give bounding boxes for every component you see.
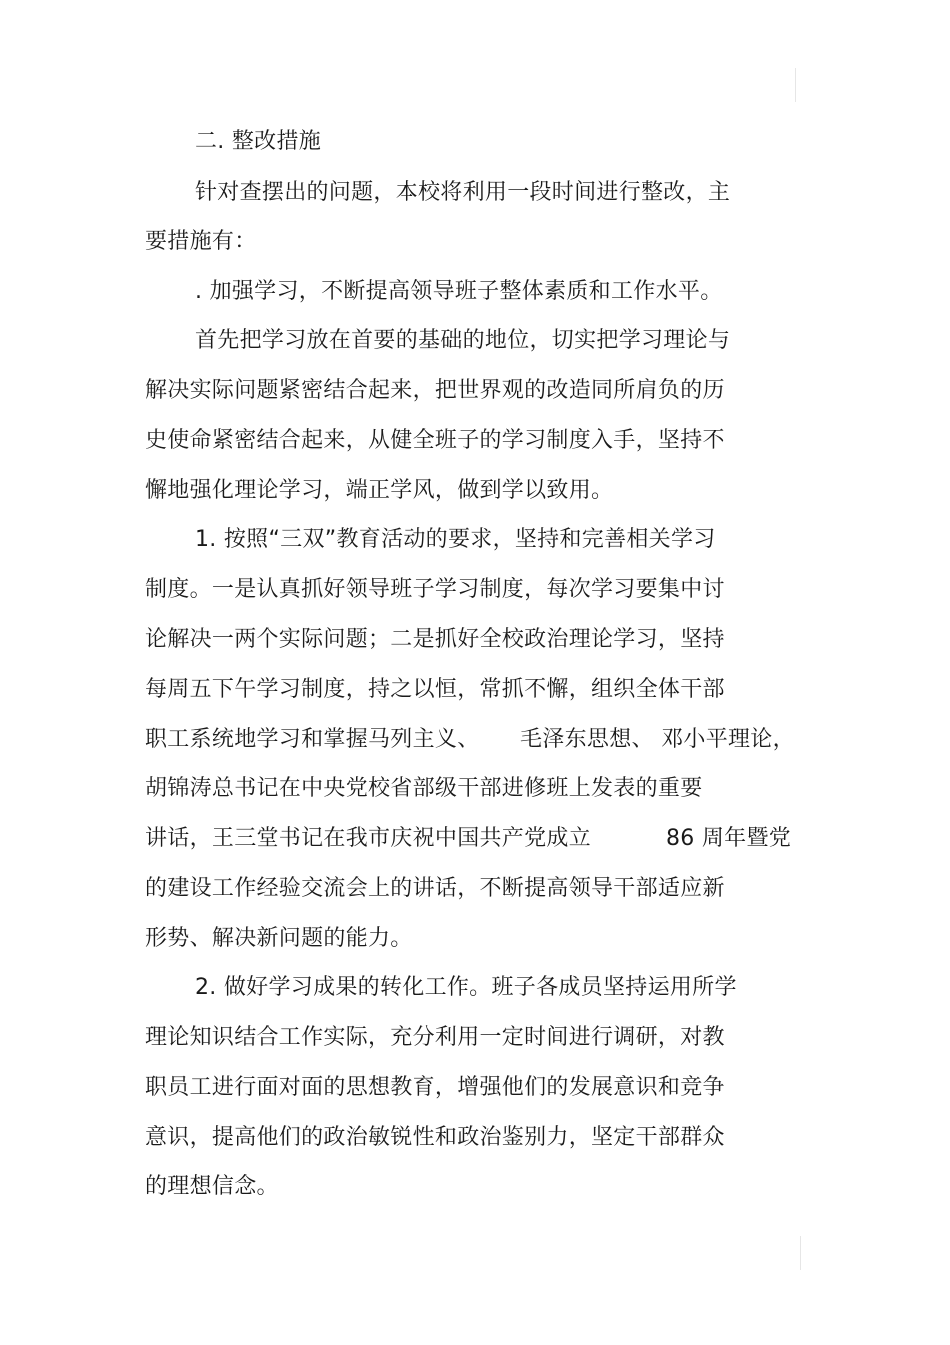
section-heading: 二. 整改措施 bbox=[195, 129, 322, 154]
paragraph-line: 的建设工作经验交流会上的讲话，不断提高领导干部适应新 bbox=[145, 876, 725, 901]
paragraph-line: 的理想信念。 bbox=[145, 1174, 279, 1199]
paragraph-line-fragment: 86 周年暨党 bbox=[666, 826, 792, 851]
paragraph-line: 职员工进行面对面的思想教育，增强他们的发展意识和竞争 bbox=[145, 1075, 725, 1100]
paragraph-line: 针对查摆出的问题，本校将利用一段时间进行整改，主 bbox=[195, 180, 731, 205]
page-edge-mark-top bbox=[795, 68, 796, 102]
paragraph-line: 要措施有： bbox=[145, 229, 257, 254]
paragraph-line: 解决实际问题紧密结合起来，把世界观的改造同所肩负的历 bbox=[145, 378, 725, 403]
paragraph-line: 2. 做好学习成果的转化工作。班子各成员坚持运用所学 bbox=[195, 975, 737, 1000]
paragraph-line: 论解决一两个实际问题；二是抓好全校政治理论学习，坚持 bbox=[145, 627, 725, 652]
paragraph-line: 懈地强化理论学习，端正学风，做到学以致用。 bbox=[145, 478, 614, 503]
paragraph-line-fragment: 毛泽东思想、 邓小平理论， bbox=[520, 727, 795, 752]
paragraph-line: 史使命紧密结合起来，从健全班子的学习制度入手，坚持不 bbox=[145, 428, 725, 453]
paragraph-line: 形势、解决新问题的能力。 bbox=[145, 926, 413, 951]
paragraph-line: 胡锦涛总书记在中央党校省部级干部进修班上发表的重要 bbox=[145, 776, 703, 801]
paragraph-line: 意识，提高他们的政治敏锐性和政治鉴别力，坚定干部群众 bbox=[145, 1125, 725, 1150]
paragraph-line: 制度。一是认真抓好领导班子学习制度，每次学习要集中讨 bbox=[145, 577, 725, 602]
paragraph-line: . 加强学习，不断提高领导班子整体素质和工作水平。 bbox=[195, 279, 723, 304]
paragraph-line: 讲话，王三堂书记在我市庆祝中国共产党成立 bbox=[145, 826, 592, 851]
paragraph-line: 理论知识结合工作实际，充分利用一定时间进行调研，对教 bbox=[145, 1025, 725, 1050]
page-edge-mark-bottom bbox=[800, 1236, 801, 1270]
paragraph-line: 首先把学习放在首要的基础的地位，切实把学习理论与 bbox=[195, 328, 731, 353]
paragraph-line: 每周五下午学习制度，持之以恒，常抓不懈，组织全体干部 bbox=[145, 677, 725, 702]
paragraph-line: 职工系统地学习和掌握马列主义、 bbox=[145, 727, 480, 752]
paragraph-line: 1. 按照“三双”教育活动的要求，坚持和完善相关学习 bbox=[195, 527, 716, 552]
